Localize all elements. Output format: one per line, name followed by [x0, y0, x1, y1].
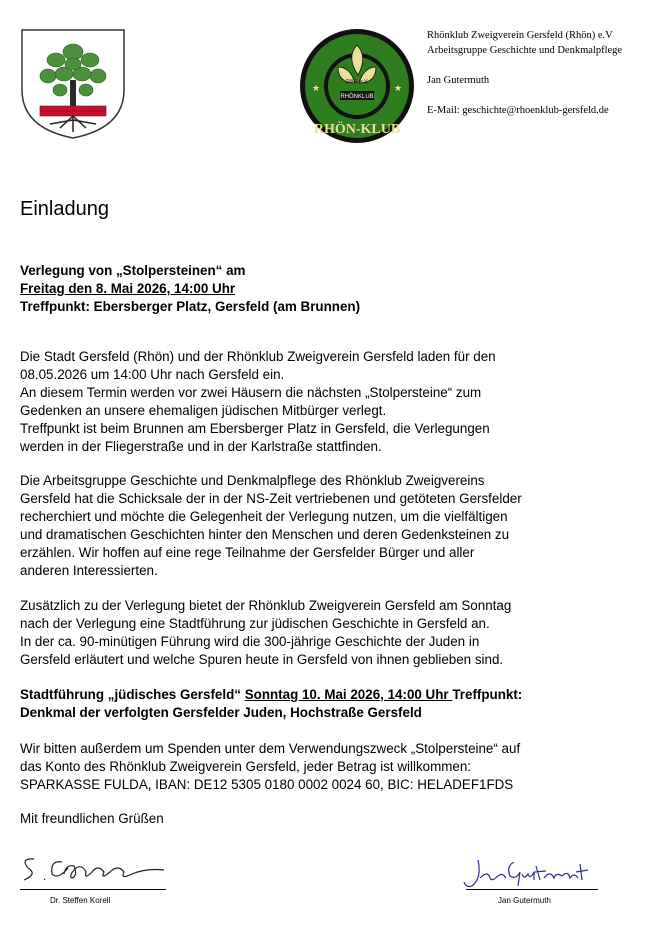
logo-ring-text: ZWG. e.V.	[345, 79, 369, 85]
paragraph-line: Wir bitten außerdem um Spenden unter dem Verwendungszweck „Stolpersteine“ auf	[20, 741, 521, 756]
paragraph-line: nach der Verlegung eine Stadtführung zur jüdischen Geschichte in Gersfeld an.	[20, 616, 490, 631]
paragraph-research	[20, 472, 640, 580]
header-contact-block	[427, 28, 663, 118]
paragraph-line: Die Stadt Gersfeld (Rhön) und der Rhönklub Zweigverein Gersfeld laden für den	[20, 349, 496, 364]
star-icon: ★	[312, 83, 321, 93]
paragraph-line: 08.05.2026 um 14:00 Uhr nach Gersfeld ein.	[20, 367, 285, 382]
closing-greeting: Mit freundlichen Grüßen	[20, 811, 164, 826]
signature-right	[458, 852, 598, 892]
paragraph-line: Gersfeld hat die Schicksale der in der NS-Zeit vertriebenen und getöteten Gersfelder	[20, 491, 522, 506]
paragraph-line: Treffpunkt ist beim Brunnen am Ebersberger Platz in Gersfeld, die Verlegungen	[20, 421, 490, 436]
tour-meeting-point: Denkmal der verfolgten Gersfelder Juden, Hochstraße Gersfeld	[20, 705, 422, 720]
paragraph-line: In der ca. 90-minütigen Führung wird die 300-jährige Geschichte der Juden in	[20, 634, 480, 649]
paragraph-line: erzählen. Wir hoffen auf eine rege Teilnahme der Gersfelder Bürger und aller	[20, 545, 475, 560]
paragraph-line: Zusätzlich zu der Verlegung bietet der Rhönklub Zweigverein Gersfeld am Sonntag	[20, 598, 512, 613]
tour-title: Stadtführung „jüdisches Gersfeld“	[20, 687, 245, 702]
paragraph-line: anderen Interessierten.	[20, 563, 158, 578]
bank-details: SPARKASSE FULDA, IBAN: DE12 5305 0180 0002 0024 60, BIC: HELADEF1FDS	[20, 777, 514, 792]
tour-date: Sonntag 10. Mai 2026, 14:00 Uhr	[244, 687, 453, 702]
event-date: Freitag den 8. Mai 2026, 14:00 Uhr	[20, 281, 236, 296]
paragraph-city-tour	[20, 597, 640, 669]
page-title: Einladung	[20, 198, 109, 220]
signature-line-right	[466, 889, 598, 890]
star-icon: ★	[394, 83, 403, 93]
paragraph-invitation	[20, 348, 640, 456]
org-working-group: Arbeitsgruppe Geschichte und Denkmalpflege	[427, 45, 623, 56]
contact-name: Jan Gutermuth	[427, 75, 490, 86]
event-details	[20, 262, 360, 316]
signatory-right-name: Jan Gutermuth	[498, 896, 551, 905]
tour-meeting-label: Treffpunkt:	[452, 687, 523, 702]
event-line-1: Verlegung von „Stolpersteinen“ am	[20, 263, 246, 278]
contact-email: E-Mail: geschichte@rhoenklub-gersfeld.de	[427, 105, 609, 116]
signature-left	[14, 850, 174, 890]
rhoenklub-logo	[298, 27, 416, 145]
logo-ring-main-text: RHÖN-KLUB	[313, 122, 401, 137]
event-meeting-point: Treffpunkt: Ebersberger Platz, Gersfeld (am Brunnen)	[20, 299, 361, 314]
paragraph-line: Gersfeld erläutert und welche Spuren heute in Gersfeld von ihnen geblieben sind.	[20, 652, 504, 667]
paragraph-line: Gedenken an unsere ehemaligen jüdischen Mitbürger verlegt.	[20, 403, 387, 418]
paragraph-line: recherchiert und möchte die Gelegenheit der Verlegung nutzen, um die vielfältigen	[20, 509, 508, 524]
paragraph-line: werden in der Fliegerstraße und in der Karlstraße stattfinden.	[20, 439, 382, 454]
paragraph-line: Die Arbeitsgruppe Geschichte und Denkmalpflege des Rhönklub Zweigvereins	[20, 473, 485, 488]
signatory-left-name: Dr. Steffen Korell	[50, 896, 111, 905]
paragraph-line: das Konto des Rhönklub Zweigverein Gersfeld, jeder Betrag ist willkommen:	[20, 759, 472, 774]
paragraph-line: An diesem Termin werden vor zwei Häusern die nächsten „Stolpersteine“ zum	[20, 385, 482, 400]
logo-inner-text: RHÖNKLUB	[340, 94, 374, 100]
org-name: Rhönklub Zweigverein Gersfeld (Rhön) e.V	[427, 30, 613, 41]
paragraph-donation	[20, 740, 640, 794]
gersfeld-coat-of-arms	[20, 28, 126, 140]
tour-details	[20, 686, 640, 722]
paragraph-line: und dramatischen Geschichten hinter den Menschen und deren Gedenksteinen zu	[20, 527, 510, 542]
signature-line-left	[20, 889, 166, 890]
